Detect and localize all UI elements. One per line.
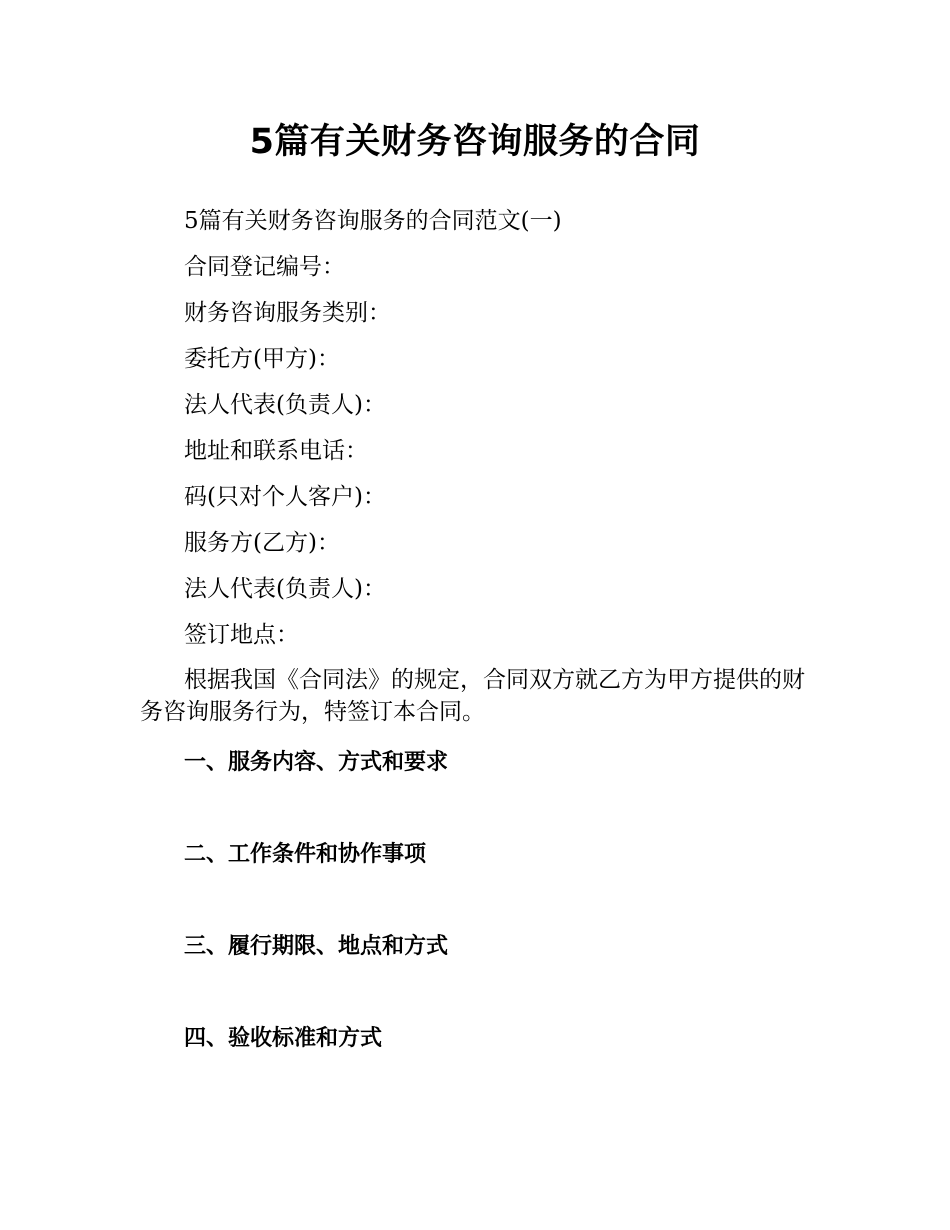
field-party-a-representative: 法人代表(负责人)：	[184, 392, 386, 418]
field-contract-number: 合同登记编号：	[184, 254, 345, 280]
field-party-a: 委托方(甲方)：	[184, 346, 340, 372]
contract-subtitle: 5篇有关财务咨询服务的合同范文(一)	[184, 208, 562, 234]
field-signing-place: 签订地点：	[184, 622, 299, 648]
section-heading-2: 二、工作条件和协作事项	[184, 842, 427, 867]
field-address-phone: 地址和联系电话：	[184, 438, 368, 464]
field-personal-code: 码(只对个人客户)：	[184, 484, 386, 510]
field-party-b-representative: 法人代表(负责人)：	[184, 576, 386, 602]
field-party-b: 服务方(乙方)：	[184, 530, 340, 556]
document-body	[140, 198, 810, 1108]
intro-paragraph: 根据我国《合同法》的规定，合同双方就乙方为甲方提供的财务咨询服务行为，特签订本合同。	[140, 667, 805, 725]
field-service-category: 财务咨询服务类别：	[184, 300, 391, 326]
section-heading-1: 一、服务内容、方式和要求	[184, 750, 449, 775]
document-title: 5篇有关财务咨询服务的合同	[249, 122, 701, 162]
section-heading-4: 四、验收标准和方式	[184, 1026, 383, 1051]
section-heading-3: 三、履行期限、地点和方式	[184, 934, 449, 959]
